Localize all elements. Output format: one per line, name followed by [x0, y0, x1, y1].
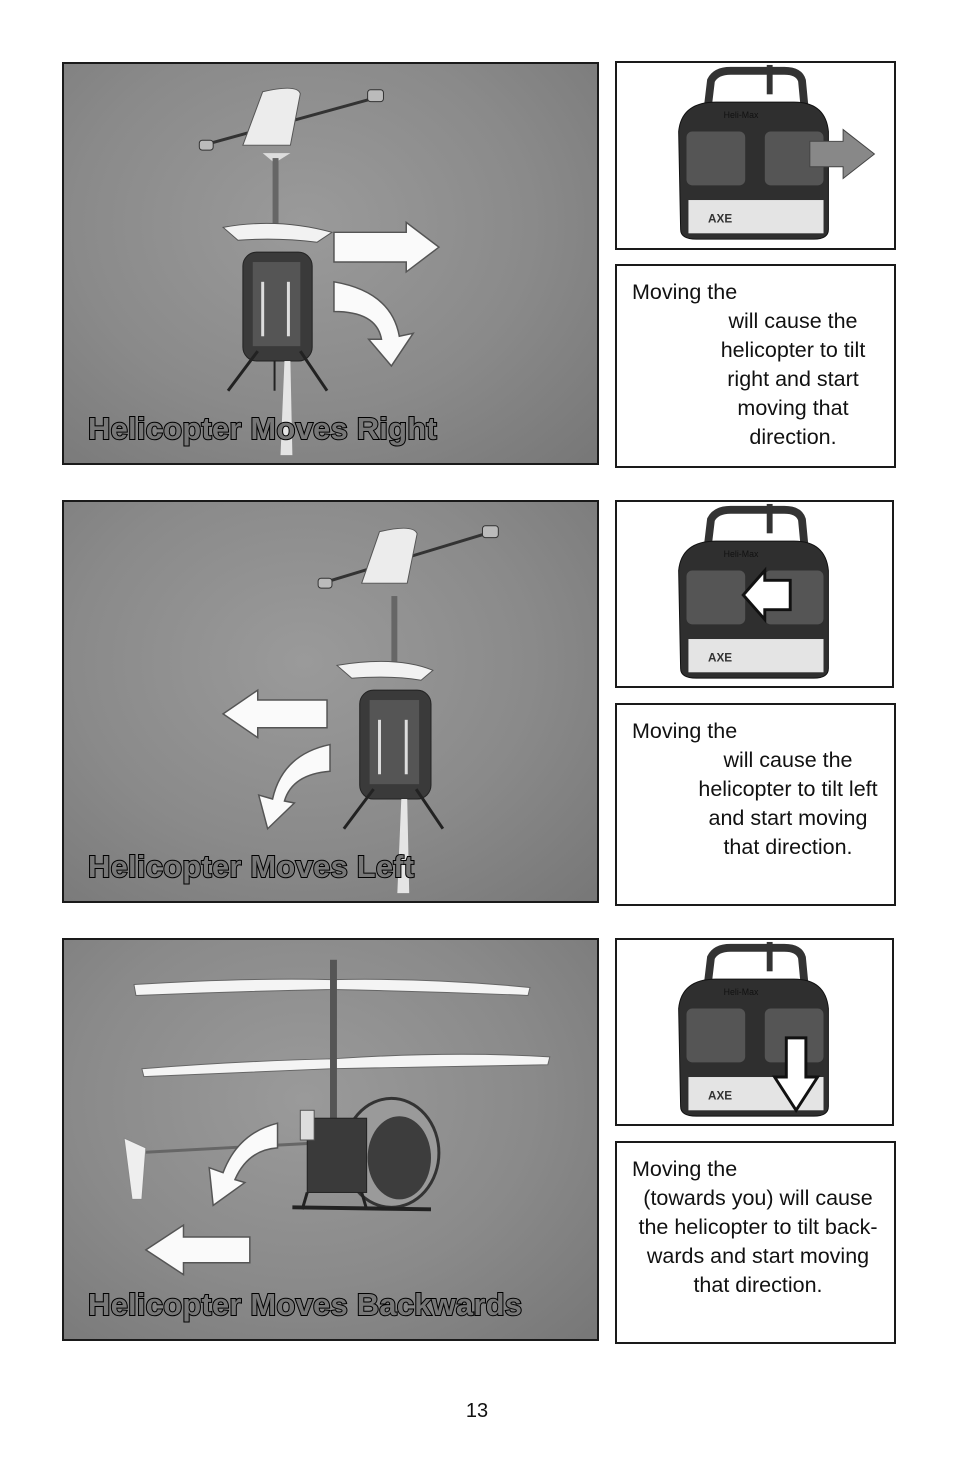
transmitter-image-left [615, 500, 894, 688]
instruction-text: will cause the helicopter to tilt right and start moving that direction. [720, 309, 866, 449]
instruction-text: (towards you) will cause the helicopter to tilt back- wards and start moving that direction. [638, 1186, 878, 1297]
instruction-box-backwards [615, 1141, 896, 1344]
photo-helicopter-backwards [62, 938, 599, 1341]
transmitter-illustration [617, 63, 894, 248]
photo-helicopter-left [62, 500, 599, 903]
transmitter-brand: Heli-Max [723, 109, 759, 120]
instruction-lead: Moving the [632, 1157, 738, 1181]
instruction-lead: Moving the [632, 719, 738, 743]
helicopter-side-illustration [64, 502, 597, 901]
instruction-lead: Moving the [632, 280, 738, 304]
transmitter-image-right [615, 61, 896, 250]
photo-caption: Helicopter Moves Left [88, 849, 415, 884]
instruction-text: will cause the helicopter to tilt left and start moving that direction. [698, 748, 878, 859]
helicopter-side-illustration [64, 940, 597, 1339]
transmitter-brand: Heli-Max [723, 986, 759, 997]
photo-caption: Helicopter Moves Backwards [88, 1287, 523, 1322]
transmitter-model: AXE [708, 212, 733, 226]
transmitter-illustration [617, 502, 892, 686]
instruction-box-left [615, 703, 896, 906]
transmitter-model: AXE [708, 651, 733, 665]
instruction-box-right [615, 264, 896, 468]
photo-helicopter-right [62, 62, 599, 465]
photo-caption: Helicopter Moves Right [88, 411, 437, 446]
transmitter-brand: Heli-Max [723, 548, 759, 559]
helicopter-side-illustration [64, 64, 597, 463]
transmitter-image-backwards [615, 938, 894, 1126]
transmitter-model: AXE [708, 1089, 733, 1103]
transmitter-illustration [617, 940, 892, 1124]
page-number: 13 [465, 1400, 489, 1422]
